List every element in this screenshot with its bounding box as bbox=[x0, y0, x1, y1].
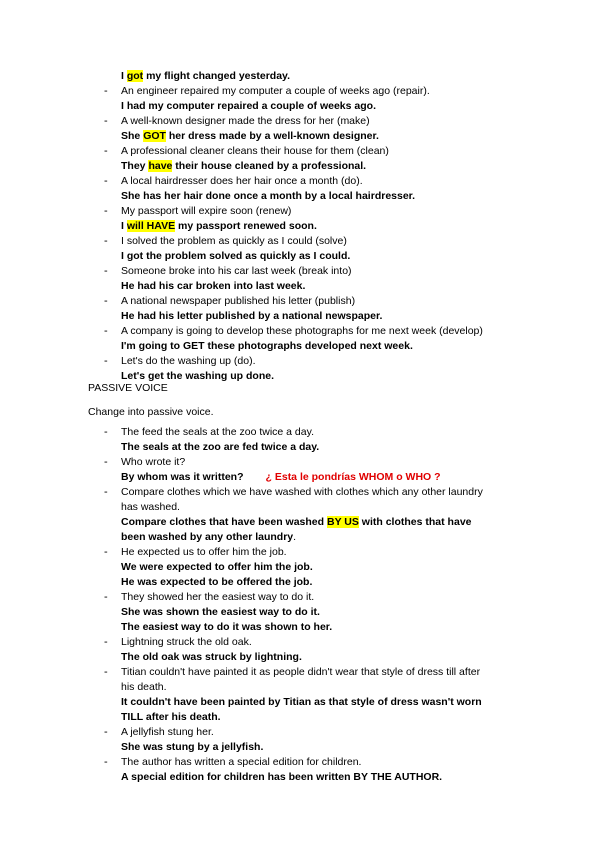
list-item: - Compare clothes which we have washed with clothes which any other laundry has washed. Compare clothes that have been washed BY US with clothes that have been washed by any other laundry. bbox=[0, 485, 600, 545]
answer-line: I'm going to GET these photographs developed next week. bbox=[121, 340, 413, 352]
list-item: - The author has written a special edition for children. A special edition for children has been written BY THE AUTHOR. bbox=[0, 755, 600, 785]
answer-line: It couldn't have been painted by Titian as that style of dress wasn't worn bbox=[121, 696, 482, 708]
prompt-line: The feed the seals at the zoo twice a day. bbox=[121, 426, 315, 438]
list-item: - Titian couldn't have painted it as people didn't wear that style of dress till after his death. It couldn't have been painted by Titian as that style of dress wasn't worn TILL after his death. bbox=[0, 665, 600, 725]
answer-line: I will HAVE my passport renewed soon. bbox=[121, 220, 317, 232]
list-item: - I solved the problem as quickly as I could (solve) I got the problem solved as quickly as I could. bbox=[0, 234, 600, 264]
prompt-line: My passport will expire soon (renew) bbox=[121, 205, 292, 217]
answer-line: been washed by any other laundry. bbox=[121, 531, 297, 543]
list-item: - He expected us to offer him the job. We were expected to offer him the job. He was expected to be offered the job. bbox=[0, 545, 600, 590]
answer-line: Let's get the washing up done. bbox=[121, 370, 275, 382]
answer-line: She was shown the easiest way to do it. bbox=[121, 606, 320, 618]
prompt-line: Titian couldn't have painted it as people didn't wear that style of dress till after bbox=[121, 666, 481, 678]
list-item: - A local hairdresser does her hair once a month (do). She has her hair done once a month by a local hairdresser. bbox=[0, 174, 600, 204]
prompt-line: Someone broke into his car last week (break into) bbox=[121, 265, 352, 277]
answer-line: I got my flight changed yesterday. bbox=[121, 70, 291, 82]
answer-line: She GOT her dress made by a well-known designer. bbox=[121, 130, 379, 142]
answer-line: Compare clothes that have been washed BY US with clothes that have bbox=[121, 516, 472, 528]
prompt-line: They showed her the easiest way to do it. bbox=[121, 591, 315, 603]
answer-line: He was expected to be offered the job. bbox=[121, 576, 313, 588]
answer-line: He had his letter published by a national newspaper. bbox=[121, 310, 383, 322]
list-item: - An engineer repaired my computer a couple of weeks ago (repair). I had my computer repaired a couple of weeks ago. bbox=[0, 84, 600, 114]
section-heading: PASSIVE VOICE bbox=[88, 382, 168, 394]
teacher-note: ¿ Esta le pondrías WHOM o WHO ? bbox=[265, 471, 441, 483]
list-item: - A well-known designer made the dress for her (make) She GOT her dress made by a well-known designer. bbox=[0, 114, 600, 144]
list-item: - A company is going to develop these photographs for me next week (develop) I'm going to GET these photographs developed next week. bbox=[0, 324, 600, 354]
prompt-line: A jellyfish stung her. bbox=[121, 726, 214, 738]
prompt-line: The author has written a special edition for children. bbox=[121, 756, 362, 768]
answer-line: I got the problem solved as quickly as I could. bbox=[121, 250, 351, 262]
prompt-line: A local hairdresser does her hair once a month (do). bbox=[121, 175, 363, 187]
list-item: - Let's do the washing up (do). Let's get the washing up done. bbox=[0, 354, 600, 384]
list-item: - Who wrote it? By whom was it written? ¿ Esta le pondrías WHOM o WHO ? bbox=[0, 455, 600, 485]
list-item: - Lightning struck the old oak. The old oak was struck by lightning. bbox=[0, 635, 600, 665]
prompt-line: A company is going to develop these photographs for me next week (develop) bbox=[121, 325, 483, 337]
prompt-line: He expected us to offer him the job. bbox=[121, 546, 287, 558]
answer-line: She was stung by a jellyfish. bbox=[121, 741, 264, 753]
answer-line: By whom was it written? ¿ Esta le pondrías WHOM o WHO ? bbox=[121, 471, 441, 483]
answer-line: A special edition for children has been written BY THE AUTHOR. bbox=[121, 771, 443, 783]
top-exercise-list bbox=[0, 69, 600, 384]
passive-exercise-list bbox=[0, 425, 600, 785]
prompt-line: Compare clothes which we have washed with clothes which any other laundry bbox=[121, 486, 483, 498]
answer-line: The easiest way to do it was shown to her. bbox=[121, 621, 333, 633]
answer-line: They have their house cleaned by a professional. bbox=[121, 160, 367, 172]
answer-line: We were expected to offer him the job. bbox=[121, 561, 313, 573]
answer-line: I had my computer repaired a couple of weeks ago. bbox=[121, 100, 376, 112]
list-item: - The feed the seals at the zoo twice a day. The seals at the zoo are fed twice a day. bbox=[0, 425, 600, 455]
list-item: - They showed her the easiest way to do it. She was shown the easiest way to do it. The easiest way to do it was shown to her. bbox=[0, 590, 600, 635]
list-item bbox=[0, 69, 600, 84]
prompt-line: A well-known designer made the dress for her (make) bbox=[121, 115, 370, 127]
prompt-line: Lightning struck the old oak. bbox=[121, 636, 252, 648]
prompt-line: An engineer repaired my computer a couple of weeks ago (repair). bbox=[121, 85, 430, 97]
answer-line: The seals at the zoo are fed twice a day. bbox=[121, 441, 320, 453]
list-item: - My passport will expire soon (renew) I will HAVE my passport renewed soon. bbox=[0, 204, 600, 234]
prompt-line: Let's do the washing up (do). bbox=[121, 355, 256, 367]
prompt-line: A national newspaper published his letter (publish) bbox=[121, 295, 356, 307]
list-item: - A national newspaper published his letter (publish) He had his letter published by a national newspaper. bbox=[0, 294, 600, 324]
answer-line: The old oak was struck by lightning. bbox=[121, 651, 302, 663]
list-item: - A professional cleaner cleans their house for them (clean) They have their house cleaned by a professional. bbox=[0, 144, 600, 174]
prompt-line: has washed. bbox=[121, 501, 180, 513]
answer-line: He had his car broken into last week. bbox=[121, 280, 306, 292]
answer-line: TILL after his death. bbox=[121, 711, 221, 723]
prompt-line: his death. bbox=[121, 681, 167, 693]
prompt-line: A professional cleaner cleans their house for them (clean) bbox=[121, 145, 389, 157]
section-instruction: Change into passive voice. bbox=[88, 406, 214, 418]
list-item: - A jellyfish stung her. She was stung by a jellyfish. bbox=[0, 725, 600, 755]
prompt-line: Who wrote it? bbox=[121, 456, 186, 468]
prompt-line: I solved the problem as quickly as I could (solve) bbox=[121, 235, 347, 247]
list-item: - Someone broke into his car last week (break into) He had his car broken into last week. bbox=[0, 264, 600, 294]
answer-line: She has her hair done once a month by a local hairdresser. bbox=[121, 190, 416, 202]
